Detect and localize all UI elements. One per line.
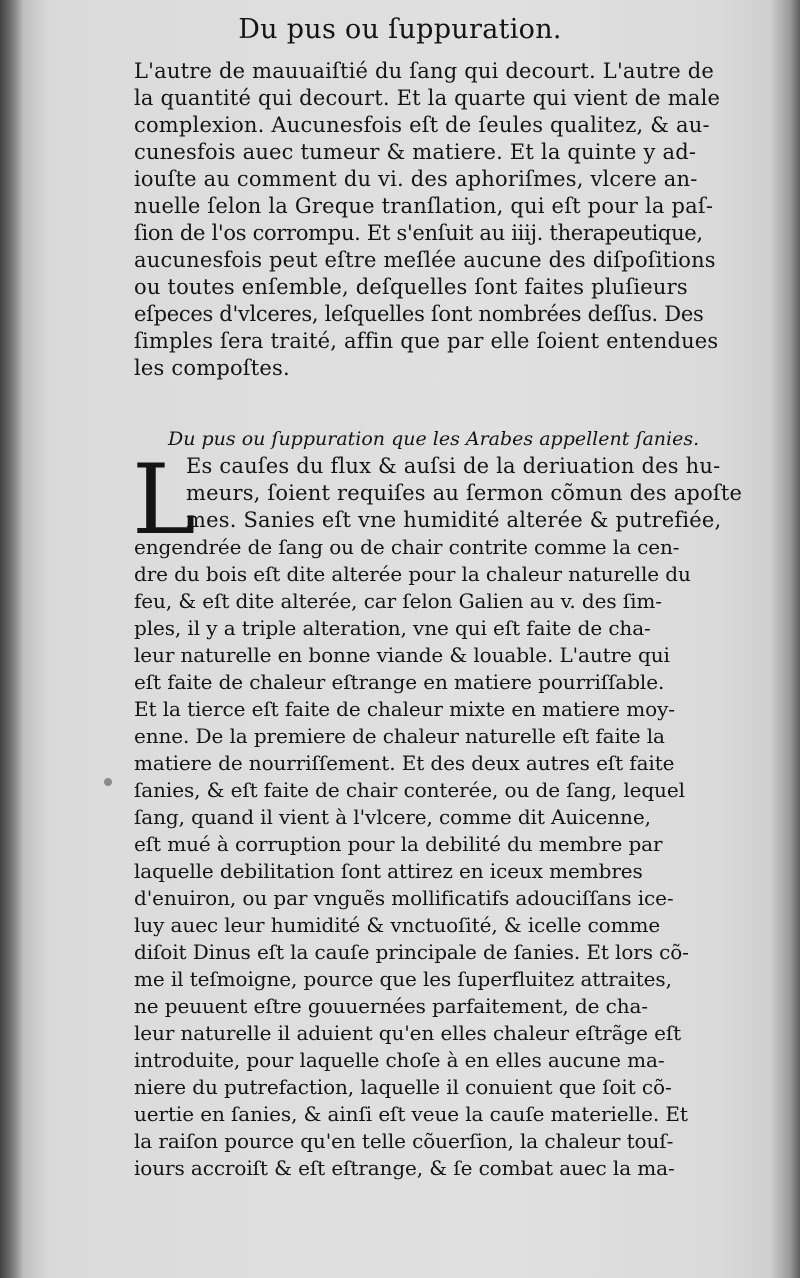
section-heading: Du pus ou ſuppuration que les Arabes appellent ſanies. bbox=[168, 428, 700, 450]
text-line: meurs, ſoient requiſes au ſermon cõmun des apoſte bbox=[186, 481, 743, 505]
text-line: ſion de l'os corrompu. Et s'enſuit au iiij. therapeutique, bbox=[134, 221, 703, 245]
text-line: complexion. Aucunesfois eſt de ſeules qualitez, & au- bbox=[134, 113, 710, 137]
text-line: mes. Sanies eſt vne humidité alterée & putrefiée, bbox=[186, 508, 722, 532]
text-line: ou toutes enſemble, deſquelles ſont faites pluſieurs bbox=[134, 275, 688, 299]
text-line: la quantité qui decourt. Et la quarte qui vient de male bbox=[134, 86, 721, 110]
text-line: L'autre de mauuaiſtié du ſang qui decourt. L'autre de bbox=[134, 59, 715, 83]
text-line: feu, & eſt dite alterée, car ſelon Galien au v. des ſim- bbox=[134, 589, 662, 613]
text-line: uertie en ſanies, & ainſi eſt veue la cauſe materielle. Et bbox=[134, 1102, 688, 1126]
text-line: eſt faite de chaleur eſtrange en matiere pourriſſable. bbox=[134, 670, 665, 694]
text-line: laquelle debilitation ſont attirez en iceux membres bbox=[134, 859, 643, 883]
text-line: enne. De la premiere de chaleur naturelle eſt faite la bbox=[134, 724, 665, 748]
text-line: Et la tierce eſt faite de chaleur mixte en matiere moy- bbox=[134, 697, 675, 721]
running-head: Du pus ou ſuppuration. bbox=[238, 14, 562, 45]
text-line: eſt mué à corruption pour la debilité du membre par bbox=[134, 832, 663, 856]
text-line: nuelle ſelon la Greque tranſlation, qui eſt pour la paſ- bbox=[134, 194, 714, 218]
text-line: leur naturelle en bonne viande & louable. L'autre qui bbox=[134, 643, 670, 667]
text-line: diſoit Dinus eſt la cauſe principale de ſanies. Et lors cõ- bbox=[134, 940, 689, 964]
drop-cap: L bbox=[132, 444, 196, 556]
paragraph-1 bbox=[134, 58, 774, 382]
text-line: luy auec leur humidité & vnctuoſité, & icelle comme bbox=[134, 913, 661, 937]
text-line: ſimples ſera traité, affin que par elle ſoient entendues bbox=[134, 329, 719, 353]
text-line: ples, il y a triple alteration, vne qui eſt faite de cha- bbox=[134, 616, 651, 640]
text-line: d'enuiron, ou par vnguẽs mollificatifs adouciſſans ice- bbox=[134, 886, 674, 910]
text-line: leur naturelle il aduient qu'en elles chaleur eſtrãge eſt bbox=[134, 1021, 682, 1045]
text-line: iours accroiſt & eſt eſtrange, & ſe combat auec la ma- bbox=[134, 1156, 675, 1180]
text-line: ſanies, & eſt faite de chair conterée, ou de ſang, lequel bbox=[134, 778, 685, 802]
text-line: iouſte au comment du vi. des aphoriſmes, vlcere an- bbox=[134, 167, 698, 191]
text-line: dre du bois eſt dite alterée pour la chaleur naturelle du bbox=[134, 562, 691, 586]
text-line: aucunesfois peut eſtre meſlée aucune des diſpoſitions bbox=[134, 248, 716, 272]
text-line: les compoſtes. bbox=[134, 356, 290, 380]
text-line: la raiſon pource qu'en telle cõuerſion, la chaleur touſ- bbox=[134, 1129, 674, 1153]
text-line: Es cauſes du flux & auſsi de la deriuation des hu- bbox=[186, 454, 721, 478]
text-line: cunesfois auec tumeur & matiere. Et la quinte y ad- bbox=[134, 140, 697, 164]
text-line: eſpeces d'vlceres, leſquelles ſont nombrées deſſus. Des bbox=[134, 302, 704, 326]
text-line: niere du putrefaction, laquelle il conuient que ſoit cõ- bbox=[134, 1075, 672, 1099]
gutter-shadow bbox=[0, 0, 24, 1278]
text-line: introduite, pour laquelle choſe à en elles aucune ma- bbox=[134, 1048, 665, 1072]
ink-smudge bbox=[104, 778, 112, 786]
paragraph-2 bbox=[132, 444, 774, 1182]
text-line: ne peuuent eſtre gouuernées parfaitement, de cha- bbox=[134, 994, 648, 1018]
text-line: ſang, quand il vient à l'vlcere, comme dit Auicenne, bbox=[134, 805, 651, 829]
text-line: matiere de nourriſſement. Et des deux autres eſt faite bbox=[134, 751, 675, 775]
text-line: engendrée de ſang ou de chair contrite comme la cen- bbox=[134, 535, 680, 559]
text-line: me il teſmoigne, pource que les ſuperfluitez attraites, bbox=[134, 967, 672, 991]
